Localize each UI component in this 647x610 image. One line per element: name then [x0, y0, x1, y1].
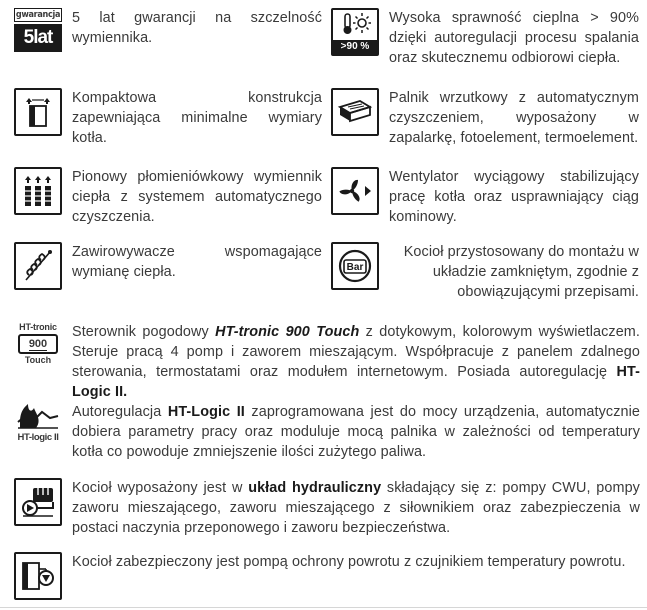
- return-protection-text: Kocioł zabezpieczony jest pompą ochrony powrotu z czujnikiem temperatury powrotu.: [72, 554, 626, 570]
- warranty-5-years-icon: [14, 8, 62, 56]
- warranty-icon-top-label: gwarancja: [15, 10, 61, 20]
- autoregulation-text-after: zaprogramowana jest do mocy urządzenia, automatycznie dobiera parametry pracy oraz moduluje mocą palnika w zależności od temperatury kotła co powoduje zmniejszenie ilości zużytego paliwa.: [72, 404, 640, 460]
- autoregulation-text: [72, 402, 640, 462]
- controller-icon-screen-label: 900: [28, 337, 48, 350]
- turbulators-text: Zawirowywacze wspomagające wymianę ciepła.: [72, 244, 322, 280]
- warranty-text: 5 lat gwarancji na szczelność wymiennika.: [72, 10, 322, 46]
- controller-text-middle: z dotykowym, kolorowym wyświetlaczem. Steruje pracą 4 pomp i zaworem mieszającym. Współpracuje z panelem zdalnego sterowania, termostatami oraz modułem internetowym. Posiada autoregulację: [72, 324, 640, 380]
- feature-controller: [14, 322, 642, 402]
- feature-warranty: [14, 8, 322, 56]
- controller-icon-bottom-label: Touch: [24, 355, 52, 365]
- feature-return-protection: [14, 552, 642, 600]
- controller-model-name: HT-tronic 900 Touch: [215, 324, 360, 340]
- efficiency-icon-label: >90 %: [333, 40, 377, 54]
- closed-system-text: Kocioł przystosowany do montażu w układzie zamkniętym, zgodnie z obowiązującymi przepisami.: [403, 244, 639, 300]
- thermometer-sun-icon: [331, 8, 379, 56]
- controller-text: [72, 322, 640, 402]
- burner-text: Palnik wrzutkowy z automatycznym czyszczeniem, wyposażony w zapalarkę, fotoelement, termoelement.: [389, 90, 639, 146]
- feature-fan: [331, 167, 639, 227]
- feature-turbulators: [14, 242, 322, 290]
- autoregulation-logic-name: HT-Logic II: [167, 404, 245, 420]
- gauge-icon-label: Bar: [346, 262, 364, 273]
- exhaust-fan-icon: [331, 167, 379, 215]
- feature-burner: [331, 88, 639, 148]
- controller-text-before: Sterownik pogodowy: [72, 324, 216, 340]
- ht-logic-flame-icon: [14, 402, 62, 450]
- warranty-icon-main-label: 5lat: [14, 24, 62, 52]
- ht-logic-icon-label: HT-logic II: [17, 432, 59, 443]
- spiral-turbulator-icon: [14, 242, 62, 290]
- feature-autoregulation: [14, 402, 642, 462]
- fan-text: Wentylator wyciągowy stabilizujący pracę kotła oraz usprawniający ciąg kominowy.: [389, 169, 639, 225]
- controller-icon-top-label: HT-tronic: [19, 322, 57, 332]
- feature-closed-system: [331, 242, 639, 302]
- hydraulic-text-after: składający się z: pompy CWU, pompy zaworu mieszającego, zaworu mieszającego z siłownikiem oraz zabezpieczenia w postaci naczynia przeponowego i zaworu bezpieczeństwa.: [72, 480, 640, 536]
- compact-text: Kompaktowa konstrukcja zapewniająca minimalne wymiary kotła.: [72, 90, 322, 146]
- hydraulic-unit-icon: [14, 478, 62, 526]
- controller-icon-screen: [18, 334, 58, 354]
- return-pump-icon: [14, 552, 62, 600]
- feature-compact: [14, 88, 322, 148]
- vertical-tubes-icon: [14, 167, 62, 215]
- autoregulation-text-before: Autoregulacja: [72, 404, 168, 420]
- feature-efficiency: [331, 8, 639, 68]
- controller-logic-name: HT-Logic II.: [72, 364, 640, 400]
- ht-tronic-controller-icon: [14, 322, 62, 370]
- bottom-divider: [0, 607, 647, 608]
- burner-tray-icon: [331, 88, 379, 136]
- feature-hydraulic: [14, 478, 642, 538]
- efficiency-text: Wysoka sprawność cieplna > 90% dzięki autoregulacji procesu spalania oraz skutecznemu odbiorowi ciepła.: [389, 10, 639, 66]
- hydraulic-text: [72, 478, 640, 538]
- compact-boiler-icon: [14, 88, 62, 136]
- hydraulic-system-name: układ hydrauliczny: [248, 480, 382, 496]
- thermometer-graphic: [337, 12, 373, 36]
- feature-exchanger: [14, 167, 322, 227]
- hydraulic-text-before: Kocioł wyposażony jest w: [72, 480, 249, 496]
- exchanger-text: Pionowy płomieniówkowy wymiennik ciepła z systemem automatycznego czyszczenia.: [72, 169, 322, 225]
- pressure-gauge-icon: [331, 242, 379, 290]
